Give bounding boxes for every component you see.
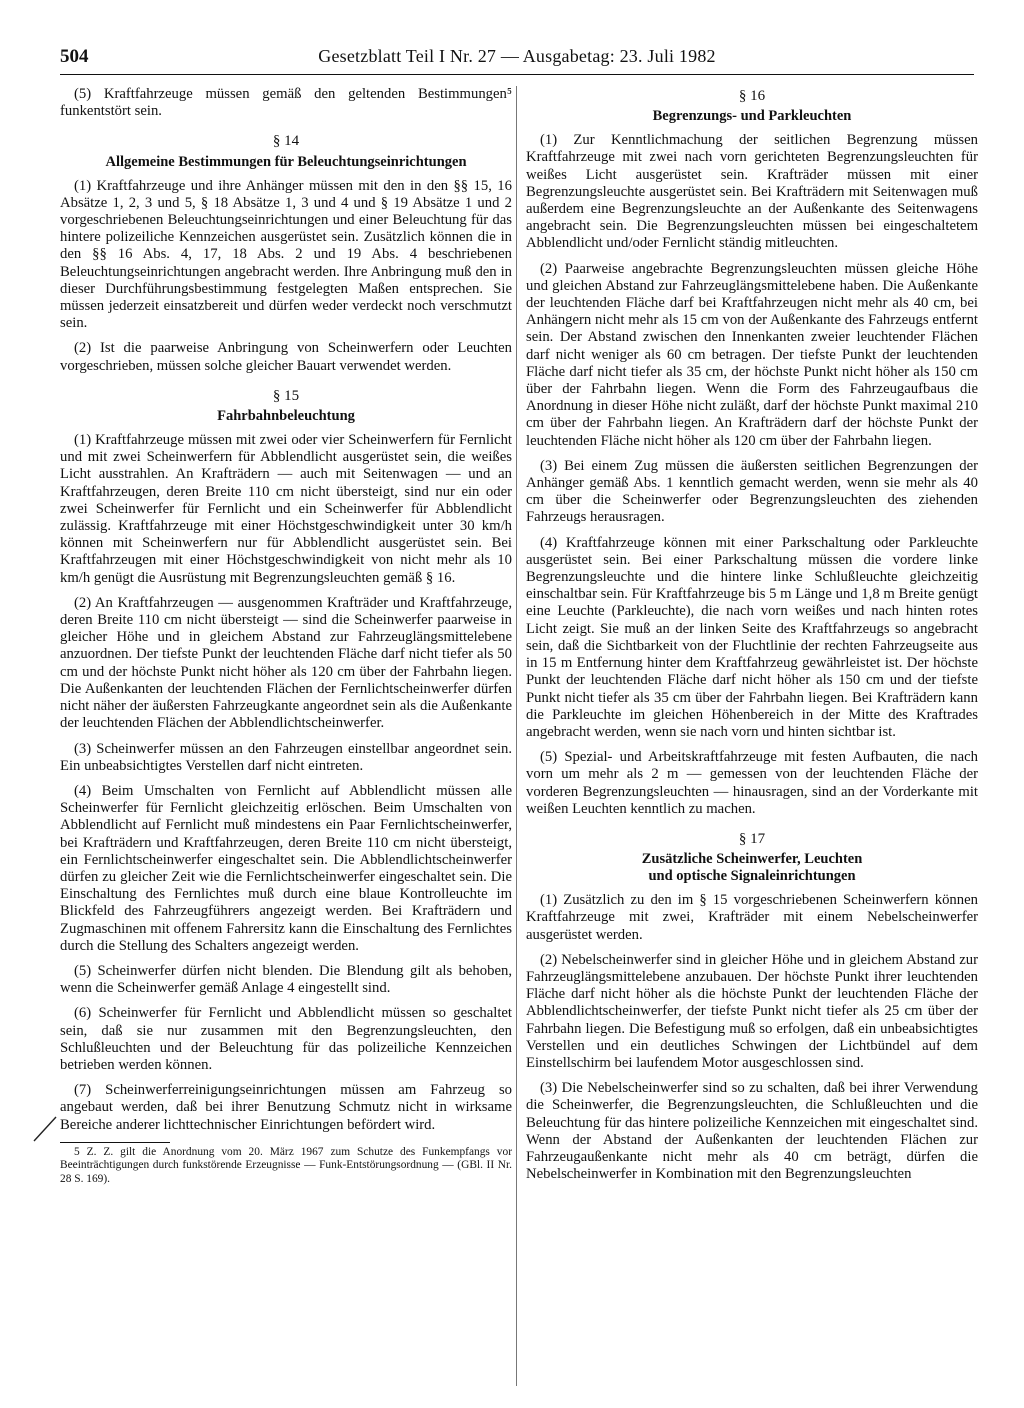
section-number: § 16: [738, 88, 766, 104]
paragraph: (2) Ist die paarweise Anbringung von Scheinwerfern oder Leuchten vorgeschrieben, müssen solche gleicher Bauart verwendet werden.: [60, 340, 512, 374]
section-title-line: und optische Signaleinrichtungen: [648, 868, 856, 885]
running-title: Gesetzblatt Teil I Nr. 27 — Ausgabetag: 23. Juli 1982: [318, 46, 716, 66]
right-column: [526, 86, 978, 1183]
paragraph: (5) Kraftfahrzeuge müssen gemäß den geltenden Bestimmungen⁵ funkentstört sein.: [60, 86, 512, 120]
section-number: § 15: [272, 387, 300, 404]
paragraph: (2) An Kraftfahrzeugen — ausgenommen Krafträder und Kraftfahrzeuge, deren Breite 110 cm nicht übersteigt — sind die Scheinwerfer paarweise in gleicher Höhe und in gleichem Abstand zur Fahrzeuglängsmittelebene anzuordnen. Der tiefste Punkt der leuchtenden Fläche darf nicht tiefer als 50 cm und der höchste Punkt nicht höher als 120 cm über der Fahrbahn liegen. Die Außenkanten der leuchtenden Flächen der Fernlichtscheinwerfer dürfen nicht näher der äußersten Fahrzeugkante angeordnet sein als die Außenkante der leuchtenden Flächen der Abblendlichtscheinwerfer.: [60, 594, 512, 732]
paragraph: (4) Kraftfahrzeuge können mit einer Parkschaltung oder Parkleuchte ausgerüstet sein. Bei einer Parkschaltung müssen die vordere linke Begrenzungsleuchte und die hintere linke Schlußleuchte gleichzeitig einschaltbar sein. Für Kraftfahrzeuge bis 5 m Länge und 1,8 m Breite genügt eine Leuchte (Parkleuchte), die nach vorn weißes und nach hinten rotes Licht zeigt. Sie muß an der linken Seite des Kraftfahrzeugs so angebracht sein, daß die Sichtbarkeit von der Fluchtlinie der rechten Fahrzeugseite aus in 15 m Entfernung hinter dem Kraftfahrzeug gewährleistet ist. Der höchste Punkt der leuchtenden Fläche darf nicht höher als 150 cm und der tiefste Punkt nicht tiefer als 35 cm über der Fahrbahn liegen. Bei Krafträdern kann die Parkleuchte im gleichen Höhenbereich in der Mitte des Kraftrades angebracht werden, wenn sie nach vorn und hinten sichtbar ist.: [526, 534, 978, 740]
paragraph: (4) Beim Umschalten von Fernlicht auf Abblendlicht müssen alle Scheinwerfer für Fernlicht gleichzeitig erlöschen. Beim Umschalten von Abblendlicht auf Fernlicht muß mindestens ein Paar Fernlichtscheinwerfer, bei Krafträdern und Kraftfahrzeugen, deren Breite 110 cm nicht übersteigt, ein Fernlichtscheinwerfer eingeschaltet sein. Die Abblendlichtscheinwerfer dürfen zu gleicher Zeit wie die Fernlichtscheinwerfer eingeschaltet sein. Die Einschaltung des Fernlichtes muß durch eine blaue Kontrolleuchte im Blickfeld des Fahrzeugführers angezeigt werden. Bei Krafträdern und Zugmaschinen mit offenem Fahrersitz kann die Einschaltung des Fernlichtes durch die Stellung des Schalters angezeigt werden.: [60, 782, 512, 954]
paragraph: (5) Scheinwerfer dürfen nicht blenden. Die Blendung gilt als behoben, wenn die Scheinwerfer gemäß Anlage 4 eingestellt sind.: [60, 962, 512, 997]
paragraph: (1) Zur Kenntlichmachung der seitlichen Begrenzung müssen Kraftfahrzeuge mit zwei nach vorn gerichteten Begrenzungsleuchten für weißes Licht ausgerüstet sein. Krafträder müssen mit einer Begrenzungsleuchte ausgerüstet sein. Bei Krafträdern mit Seitenwagen muß außerdem eine Begrenzungsleuchte an der Außenkante des Seitenwagens angebracht sein. Die Begrenzungsleuchten müssen bei eingeschaltetem Abblendlicht und/oder Fernlicht ständig mitleuchten.: [526, 132, 978, 252]
section-number: § 17: [738, 830, 766, 847]
paragraph: (3) Scheinwerfer müssen an den Fahrzeugen einstellbar angeordnet sein. Ein unbeabsichtigtes Verstellen darf nicht eintreten.: [60, 740, 512, 774]
paragraph: (6) Scheinwerfer für Fernlicht und Abblendlicht müssen so geschaltet sein, daß sie nur zusammen mit den Begrenzungsleuchten, den Schlußleuchten und der Beleuchtung für das polizeiliche Kennzeichen betrieben werden können.: [60, 1005, 512, 1073]
column-divider: [516, 86, 517, 1386]
section-title: [526, 851, 978, 885]
section-title: Allgemeine Bestimmungen für Beleuchtungseinrichtungen: [105, 153, 467, 170]
section-title: Begrenzungs- und Parkleuchten: [652, 108, 852, 125]
paragraph: (2) Nebelscheinwerfer sind in gleicher Höhe und in gleichem Abstand zur Fahrzeuglängsmittelebene anzubauen. Der höchste Punkt ihrer leuchtenden Fläche darf nicht höher als die höchste Punkt der leuchtenden Fläche der Abblendlichtscheinwerfer, der tiefste Punkt nicht tiefer als 25 cm über der Fahrbahn liegen. Die Befestigung muß so erfolgen, daß ein unbeabsichtigtes Verstellen und ein deutliches Schwingen der Lichtbündel auf dem Einstellschirm bei laufendem Motor ausgeschlossen sind.: [526, 951, 978, 1071]
section-number: § 14: [272, 133, 300, 150]
footnote: 5 Z. Z. gilt die Anordnung vom 20. März 1967 zum Schutze des Funkempfangs vor Beeinträchtigungen durch funkstörende Erzeugnisse — Funk-Entstörungsordnung — (GBl. II Nr. 28 S. 169).: [60, 1145, 512, 1185]
page-number: 504: [60, 46, 89, 67]
footnote-rule: [60, 1142, 170, 1143]
section-title: Fahrbahnbeleuchtung: [217, 408, 355, 425]
paragraph: (2) Paarweise angebrachte Begrenzungsleuchten müssen gleiche Höhe und gleichen Abstand zur Fahrzeuglängsmittelebene haben. Die Außenkante der leuchtenden Fläche darf bei Kraftfahrzeugen nicht mehr als 40 cm, bei Anhängern nicht mehr als 15 cm von der Außenkante des Fahrzeugs entfernt sein. Der Abstand zwischen den Innenkanten zweier leuchtender Flächen darf nicht weniger als 60 cm betragen. Der tiefste Punkt der leuchtenden Fläche darf nicht tiefer als 35 cm, der höchste Punkt nicht höher als 150 cm über der Fahrbahn liegen. Wenn die Form des Fahrzeugaufbaus die Anordnung in dieser Höhe nicht zuläßt, darf der höchste Punkt maximal 210 cm über der Fahrbahn liegen. An Krafträdern darf der höchste Punkt der leuchtenden Fläche nicht höher als 120 cm über der Fahrbahn liegen.: [526, 260, 978, 449]
paragraph: (5) Spezial- und Arbeitskraftfahrzeuge mit festen Aufbauten, die nach vorn um mehr als 2 m — gemessen von der leuchtenden Fläche der vorderen Begrenzungsleuchten — hinausragen, sind an der Vorderkante mit weißen Leuchten kenntlich zu machen.: [526, 749, 978, 817]
paragraph: (1) Kraftfahrzeuge und ihre Anhänger müssen mit den in den §§ 15, 16 Absätze 1, 2, 3 und 5, § 18 Absätze 1, 3 und 4 und § 19 Absätze 1 und 2 vorgeschriebenen Beleuchtungseinrichtungen und einer Beleuchtung für das hintere polizeiliche Kennzeichen ausgerüstet sein. Zusätzlich können die in den §§ 16 Abs. 4, 17, 18 Abs. 2 und 19 Abs. 4 beschriebenen Beleuchtungseinrichtungen angebracht werden. Ihre Anbringung muß den in dieser Durchführungsbestimmung festgelegten Maßen entsprechen. Sie müssen jederzeit einsatzbereit und dürfen weder verdeckt noch verschmutzt sein.: [60, 177, 512, 332]
paragraph: (1) Kraftfahrzeuge müssen mit zwei oder vier Scheinwerfern für Fernlicht und mit zwei Scheinwerfern für Abblendlicht ausgerüstet sein, die weißes Licht ausstrahlen. An Krafträdern — auch mit Seitenwagen — und an Kraftfahrzeugen, deren Breite 110 cm nicht übersteigt, sind nur ein oder zwei Scheinwerfer für Fernlicht und ein Scheinwerfer für Abblendlicht zulässig. Kraftfahrzeuge mit einer Höchstgeschwindigkeit unter 30 km/h können mit Scheinwerfern nur für Abblendlicht ausgerüstet sein. Bei Kraftfahrzeugen mit einer Höchstgeschwindigkeit von nicht mehr als 10 km/h genügt die Ausrüstung mit Begrenzungsleuchten gemäß § 16.: [60, 432, 512, 586]
paragraph: (1) Zusätzlich zu den im § 15 vorgeschriebenen Scheinwerfern können Kraftfahrzeuge mit zwei, Krafträder mit einem Nebelscheinwerfer ausgerüstet werden.: [526, 892, 978, 943]
paragraph: (3) Die Nebelscheinwerfer sind so zu schalten, daß bei ihrer Verwendung die Scheinwerfer, die Begrenzungsleuchten, die Schlußleuchten und die Beleuchtung für das hintere polizeiliche Kennzeichen mit eingeschaltet sind. Wenn der Abstand der Außenkanten der leuchtenden Flächen zur Fahrzeugaußenkante nicht mehr als 40 cm beträgt, dürfen die Nebelscheinwerfer in Kombination mit den Begrenzungsleuchten: [526, 1080, 978, 1183]
section-title-line: Zusätzliche Scheinwerfer, Leuchten: [641, 851, 863, 868]
margin-pencil-mark: [30, 1113, 60, 1143]
page-header: [60, 44, 974, 75]
left-column: [60, 86, 512, 1194]
paragraph: (7) Scheinwerferreinigungseinrichtungen müssen am Fahrzeug so angebaut werden, daß bei ihrer Benutzung Schmutz nicht in wirksame Bereiche anderer lichttechnischer Einrichtungen befördert wird.: [60, 1082, 512, 1133]
paragraph: (3) Bei einem Zug müssen die äußersten seitlichen Begrenzungen der Anhänger gemäß Abs. 1 kenntlich gemacht werden, wenn sie mehr als 40 cm über die Scheinwerfer oder Begrenzungsleuchten des ziehenden Fahrzeugs herausragen.: [526, 457, 978, 526]
